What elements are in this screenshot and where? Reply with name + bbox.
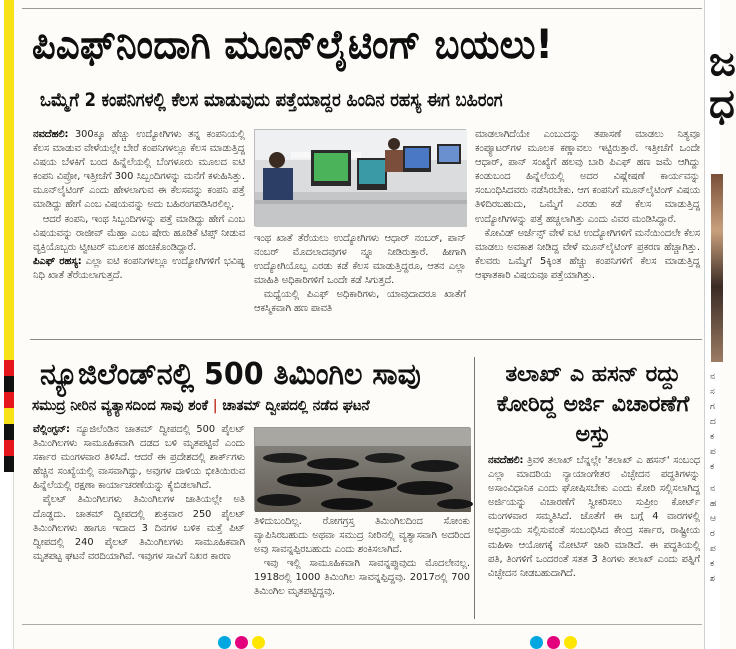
main-dateline: ನವದೆಹಲಿ:	[33, 129, 69, 140]
main-column-1	[33, 128, 245, 336]
main-col1-para1: 300ಕ್ಕೂ ಹೆಚ್ಚು ಉದ್ಯೋಗಿಗಳು ತನ್ನ ಕಂಪನಿಯಲ್ಲಿ ಕೆಲಸ ಮಾಡುವ ವೇಳೆಯಲ್ಲೇ ಬೇರೆ ಕಂಪನಿಗಳಲ್ಲೂ ಕೆಲಸ ಮಾಡುತ್ತಿದ್ದ ವಿಷಯ ಬೆಳಕಿಗೆ ಬಂದ ಹಿನ್ನೆಲೆಯಲ್ಲಿ ಬೆಂಗಳೂರು ಮೂಲದ ಐಟಿ ಕಂಪನಿ ವಿಪ್ರೋ, ಇತ್ತೀಚೆಗೆ 300 ಸಿಬ್ಬಂದಿಗಳನ್ನು ಮನೆಗೆ ಕಳುಹಿಸಿತ್ತು. ಮೂನ್‌ಲೈಟಿಂಗ್ ಎಂದು ಹೇಳಲಾಗುವ ಈ ಕೆಲಸವನ್ನು ಕಂಪನಿ ಪತ್ತೆ ಮಾಡಿದ್ದು ಹೇಗೆ ಎಂಬ ವಿಷಯವನ್ನು ಅದು ಬಹಿರಂಗಪಡಿಸಿರಲಿಲ್ಲ.	[33, 129, 245, 211]
whale-column-1	[33, 423, 245, 621]
whale-deck-part-a: ಸಮುದ್ರ ನೀರಿನ ವ್ಯತ್ಯಾಸದಿಂದ ಸಾವು ಶಂಕೆ	[32, 398, 209, 414]
registration-mark-cyan-2	[530, 636, 543, 649]
main-subhead: ಪಿಎಫ್ ರಹಸ್ಯ:	[33, 255, 82, 267]
main-col3-para2: ಕೋವಿಡ್ ಅರ್ಜೆನ್ಸ್ ವೇಳೆ ಐಟಿ ಉದ್ಯೋಗಿಗಳಿಗೆ ಮನೆಯಿಂದಲೇ ಕೆಲಸ ಮಾಡಲು ಅವಕಾಶ ನೀಡಿದ್ದ ವೇಳೆ ಮೂನ್‌ಲೈಟಿಂಗ್ ಪ್ರಕರಣ ಹೆಚ್ಚಾಗಿತ್ತು. ಕೆಲವರು ಒಮ್ಮೆಗೆ 5ಕ್ಕಿಂತ ಹೆಚ್ಚು ಕಂಪನಿಗಳಿಗೆ ಕೆಲಸ ಮಾಡುತ್ತಿದ್ದ ಆಘಾತಕಾರಿ ವಿಷಯವೂ ಪತ್ತೆಯಾಗಿತ್ತು.	[475, 227, 700, 281]
whale-col1-para2: ಪೈಲಟ್ ತಿಮಿಂಗಿಲಗಳು ತಿಮಿಂಗಿಲಗಳ ಜಾತಿಯಲ್ಲೇ ಅತಿ ದೊಡ್ಡದು. ಚಾತಮ್ ದ್ವೀಪದಲ್ಲಿ ಶುಕ್ರವಾರ 250 ಪೈಲಟ್ ತಿಮಿಂಗಿಲಗಳು ಹಾಗೂ ಇದಾದ 3 ದಿನಗಳ ಬಳಿಕ ಮತ್ತೆ ಪಿಟ್ ದ್ವೀಪದಲ್ಲಿ 240 ಪೈಲಟ್ ತಿಮಿಂಗಿಲಗಳು ಸಾಮೂಹಿಕವಾಗಿ ಮೃತಪಟ್ಟ ಘಟನೆ ವರದಿಯಾಗಿವೆ. ಇವುಗಳ ಸಾವಿಗೆ ನಿಖರ ಕಾರಣ	[33, 494, 245, 562]
office-computers-photo	[254, 129, 466, 226]
main-column-3	[475, 128, 700, 336]
main-col2-para2: ಮಧ್ಯೆಯಲ್ಲಿ ಪಿಎಫ್ ಅಧಿಕಾರಿಗಳು, ಯಾವುದಾದರೂ ಖಾತೆಗೆ ಆಕಸ್ಮಿಕವಾಗಿ ಹಣ ಪಾವತಿ	[254, 289, 466, 315]
whale-headline: ನ್ಯೂಜಿಲೆಂಡ್‌ನಲ್ಲಿ 500 ತಿಮಿಂಗಿಲ ಸಾವು	[40, 357, 421, 392]
registration-mark-yellow	[252, 636, 265, 649]
talaq-column	[488, 454, 700, 620]
whale-deck-part-b: ಚಾತಮ್ ದ್ವೀಪದಲ್ಲಿ ನಡೆದ ಘಟನೆ	[222, 398, 370, 414]
whale-col2-para1: ತಿಳಿದುಬಂದಿಲ್ಲ. ರೋಗಗ್ರಸ್ತ ತಿಮಿಂಗಿಲದಿಂದ ಸೋಂಕು ವ್ಯಾಪಿಸಿರಬಹುದು ಅಥವಾ ಸಮುದ್ರ ನೀರಿನಲ್ಲಿ ವ್ಯತ್ಯಾಸವಾಗಿ ಅದರಿಂದ ಅವು ಸಾವನ್ನಪ್ಪಿರಬಹುದು ಎಂದು ಶಂಕಿಸಲಾಗಿದೆ.	[254, 516, 470, 556]
main-column-2	[254, 232, 466, 336]
whale-deck	[32, 398, 370, 414]
registration-mark-magenta	[235, 636, 248, 649]
main-col1-para2: ಆದರೆ ಕಂಪನಿ, ಇಂಥ ಸಿಬ್ಬಂದಿಗಳನ್ನು ಪತ್ತೆ ಮಾಡಿದ್ದು ಹೇಗೆ ಎಂಬ ವಿಷಯವನ್ನು ರಾಜೀವ್ ಮೆಹ್ತಾ ಎಂಬ ಷೇರು ಹೂಡಿಕೆ ಟಿಪ್ಸ್ ನೀಡುವ ವ್ಯಕ್ತಿಯೊಬ್ಬರು ಟ್ವೀಟರ್ ಮೂಲಕ ಹಂಚಿಕೊಂಡಿದ್ದಾರೆ.	[33, 213, 245, 253]
whale-col2-para2: ಇವು ಇಲ್ಲಿ ಸಾಮೂಹಿಕವಾಗಿ ಸಾವನ್ನಪ್ಪುವುದು ಮೊದಲೇನಲ್ಲ. 1918ರಲ್ಲಿ 1000 ತಿಮಿಂಗಿಲ ಸಾವನ್ನಪ್ಪಿದ್ದವು. 2017ರಲ್ಲಿ 700 ತಿಮಿಂಗಿಲ ಮೃತಪಟ್ಟಿದ್ದವು.	[254, 558, 470, 598]
main-headline: ಪಿಎಫ್‌ನಿಂದಾಗಿ ಮೂನ್‌ಲೈಟಿಂಗ್ ಬಯಲು!	[32, 22, 554, 68]
talaq-dateline: ನವದೆಹಲಿ:	[488, 455, 524, 466]
column-rule	[474, 357, 475, 619]
main-col3-para1: ಮಾಡಲಾಗಿದೆಯೇ ಎಂಬುದನ್ನು ತಪಾಸಣೆ ಮಾಡಲು ನಿತ್ಯವೂ ಕಂಪ್ಯೂಟರ್‌ಗಳ ಮೂಲಕ ಕಣ್ಣಾವಲು ಇಟ್ಟಿರುತ್ತಾರೆ. ಇತ್ತೀಚೆಗೆ ಒಂದೇ ಆಧಾರ್, ಪಾನ್ ಸಂಖ್ಯೆಗೆ ಹಲವು ಬಾರಿ ಪಿಎಫ್ ಹಣ ಜಮೆ ಆಗಿದ್ದು ಕಂಡುಬಂದ ಹಿನ್ನೆಲೆಯಲ್ಲಿ ಅದರ ವಿಷ್ಲೇಷಣೆ ಕಾರ್ಯವನ್ನು ಸಂಬಂಧಿಸಿದವರು ನಡೆಸಿರಬೇಕು. ಆಗ ಕಂಪನಿಗೆ ಮೂನ್‌ಲೈಟಿಂಗ್ ವಿಷಯ ತಿಳಿದಿರಬಹುದು, ಒಮ್ಮೆಗೆ ಎರಡು ಕಡೆ ಕೆಲಸ ಮಾಡುತ್ತಿದ್ದ ಉದ್ಯೋಗಿಗಳನ್ನು ಪತ್ತೆ ಹಚ್ಚಲಾಗಿತ್ತು ಎಂದು ವಿವರ ಮಂಡಿಸಿದ್ದಾರೆ.	[475, 129, 700, 225]
main-col1-para3: ಎಲ್ಲಾ ಐಟಿ ಕಂಪನಿಗಳಲ್ಲೂ ಉದ್ಯೋಗಿಗಳಿಗೆ ಭವಿಷ್ಯ ನಿಧಿ ಖಾತೆ ತೆರೆಯಲಾಗುತ್ತದೆ.	[33, 255, 245, 281]
right-adjacent-column: ಜ ಧ ನ ಸ ಗ ದ ಕ ಪ ಕ ನ ಹ ಆ ರ ಪ ಕ ಶ	[704, 0, 720, 649]
stranded-whales-photo	[254, 427, 470, 511]
section-divider	[30, 339, 702, 340]
previous-article-remnant	[22, 0, 702, 9]
registration-mark-cyan	[218, 636, 231, 649]
whale-col1-para1: ನ್ಯೂಜಿಲೆಂಡಿನ ಚಾತಮ್ ದ್ವೀಪದಲ್ಲಿ 500 ಪೈಲಟ್ ತಿಮಿಂಗಿಲಗಳು ಸಾಮೂಹಿಕವಾಗಿ ದಡದ ಬಳಿ ಮೃತಪಟ್ಟಿವೆ ಎಂದು ಸರ್ಕಾರ ಮಂಗಳವಾರ ತಿಳಿಸಿದೆ. ಆದರೆ ಈ ಪ್ರದೇಶದಲ್ಲಿ ಶಾರ್ಕ್‌ಗಳು ಹೆಚ್ಚಿನ ಸಂಖ್ಯೆಯಲ್ಲಿ ವಾಸವಾಗಿದ್ದು, ಅವುಗಳ ದಾಳಿಯ ಭೀತಿಯಿರುವ ಹಿನ್ನೆಲೆಯಲ್ಲಿ ರಕ್ಷಣಾ ಕಾರ್ಯಾಚರಣೆಯನ್ನು ಕೈಬಿಡಲಾಗಿದೆ.	[33, 424, 245, 492]
whale-deck-separator: |	[212, 398, 218, 414]
whale-dateline: ವೆಲ್ಲಿಂಗ್ಟನ್:	[33, 424, 70, 435]
talaq-headline: ತಲಾಖ್ ಎ ಹಸನ್ ರದ್ದು ಕೋರಿದ್ದ ಅರ್ಜಿ ವಿಚಾರಣೆಗೆ ಅಸ್ತು	[496, 362, 690, 447]
whale-column-2	[254, 515, 470, 621]
registration-mark-yellow-2	[564, 636, 577, 649]
main-col2-para1: ಇಂಥ ಖಾತೆ ತೆರೆಯಲು ಉದ್ಯೋಗಿಗಳು ಆಧಾರ್ ನಂಬರ್, ಪಾನ್ ನಂಬರ್ ಮೊದಲಾದವುಗಳ ನ್ನೂ ನೀಡಿರುತ್ತಾರೆ. ಹೀಗಾಗಿ ಉದ್ಯೋಗಿಯೊಬ್ಬ ಎರಡು ಕಡೆ ಕೆಲಸ ಮಾಡುತ್ತಿದ್ದರೂ, ಆತನ ಎಲ್ಲಾ ಮಾಹಿತಿ ಅಧಿಕಾರಿಗಳಿಗೆ ಒಂದೇ ಕಡೆ ಸಿಗುತ್ತದೆ.	[254, 233, 466, 287]
left-page-margin	[0, 0, 14, 649]
bottom-rule	[22, 624, 702, 625]
main-deck: ಒಮ್ಮೆಗೆ 2 ಕಂಪನಿಗಳಲ್ಲಿ ಕೆಲಸ ಮಾಡುವುದು ಪತ್ತೆಯಾದ್ದರ ಹಿಂದಿನ ರಹಸ್ಯ ಈಗ ಬಹಿರಂಗ	[40, 89, 503, 111]
talaq-body: ತ್ರಿವಳಿ ತಲಾಖ್ ಬೆನ್ನಲ್ಲೇ 'ತಲಾಖ್ ಎ ಹಸನ್' ಸಂಬಂಧ ಎಲ್ಲಾ ಮಾದರಿಯ ನ್ಯಾಯಾಂಗೇತರ ವಿಚ್ಛೇದನ ಪದ್ಧತಿಗಳನ್ನು ಅಸಾಂವಿಧಾನಿಕ ಎಂದು ಘೋಷಿಸಬೇಕು ಎಂದು ಕೋರಿ ಸಲ್ಲಿಸಲಾಗಿದ್ದ ಅರ್ಜಿಯನ್ನು ವಿಚಾರಣೆಗೆ ಸ್ವೀಕರಿಸಲು ಸುಪ್ರೀಂ ಕೋರ್ಟ್ ಮಂಗಳವಾರ ಸಮ್ಮತಿಸಿದೆ. ಜೊತೆಗೆ ಈ ಬಗ್ಗೆ 4 ವಾರಗಳಲ್ಲಿ ಅಭಿಪ್ರಾಯ ಸಲ್ಲಿಸುವಂತೆ ಸಂಬಂಧಿಸಿದ ಕೇಂದ್ರ ಸರ್ಕಾರ, ರಾಷ್ಟ್ರೀಯ ಮಹಿಳಾ ಆಯೋಗಕ್ಕೆ ನೋಟಿಸ್ ಜಾರಿ ಮಾಡಿದೆ. ಈ ಪದ್ಧತಿಯಲ್ಲಿ ಪತಿ, ತಿಂಗಳಿಗೆ ಒಂದರಂತೆ ಸತತ 3 ತಿಂಗಳು ತಲಾಖ್ ಎಂದು ಪತ್ನಿಗೆ ವಿಚ್ಛೇದನ ನೀಡಬಹುದಾಗಿದೆ.	[488, 455, 700, 579]
registration-mark-magenta-2	[547, 636, 560, 649]
